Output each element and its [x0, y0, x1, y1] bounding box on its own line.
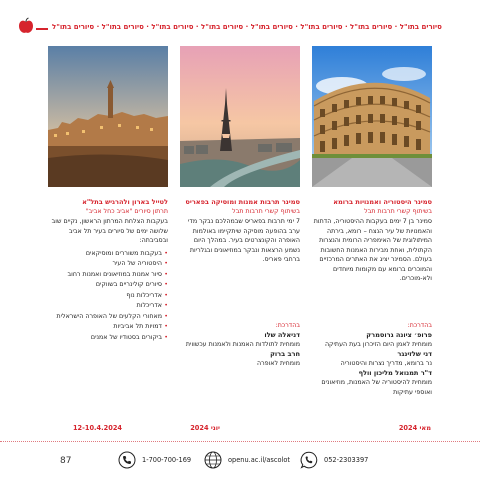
- tour-subtitle: תרתון סיורים "אביב כחל אביב": [85, 208, 168, 215]
- footer-divider: [0, 441, 480, 442]
- list-item: • מאחורי הקלעים של האופרה הישראלית: [48, 312, 168, 323]
- tour-title: לטייל בארון ולהרגיש בתל"א: [82, 198, 168, 206]
- list-item: • סיור אמנות במוזיאונים ואמנות רחוב: [48, 270, 168, 281]
- globe-icon: [204, 451, 222, 469]
- page-number: 87: [60, 456, 72, 466]
- tour-subtitle: בשיתוף קשרי תרבות תבל: [232, 208, 300, 215]
- tour-date: מאי 2024: [398, 424, 431, 432]
- guide-name: פרופ׳ ציונה גרוסמרק: [366, 330, 432, 339]
- rome-colosseum-photo: [312, 46, 432, 187]
- tour-description: סמינר בן 7 ימים בעקבות ההיסטוריה, הדתות והאמנויות של עיר הנצח – רומא, בירתה המיתולוגית של האימפריה הרומית והנצרות הקתולית, ואחת מבירות האמנות החשובות בעולם. הסמינר יציג את האתרים המרכזיים והמוכרים ברומא עם מקומות מיוחדים ולא-מוכרים.: [313, 218, 432, 282]
- tour-card-body: [180, 198, 300, 265]
- tour-title: סמינר היסטוריה ואמנויות ברומא: [333, 198, 432, 206]
- tour-date: יוני 2024: [190, 424, 220, 432]
- tour-subtitle: בשיתוף קשרי תרבות תבל: [364, 208, 432, 215]
- apple-logo-icon: [18, 17, 34, 35]
- tour-description: 7 ימי תרבות בפאריס שבמהלכם נבקר מדי ערב בהופעה מוסיקה שיתקיימו באולמות האופרה והקונצרטים בעיר. במהלך היום נשמע הרצאות ונבקר במוזיאונים ובגלריות ברחבי פאריס.: [187, 218, 300, 263]
- website-link[interactable]: openu.ac.il/ascolot: [228, 456, 290, 464]
- tour-description: בעקבות הצלחת המרתון הראשון, נקיים שוב שלושה ימים של סיורים בעיר תל אביב ובסביבתה:: [51, 218, 168, 244]
- tour-date: 12-10.4.2024: [72, 424, 122, 432]
- phone-contact: [118, 450, 191, 470]
- tour-card-rome: [312, 46, 432, 436]
- tour-card-paris: [180, 46, 300, 436]
- header-bar: [0, 0, 480, 42]
- tour-card-body: [312, 198, 432, 284]
- guide-name: דני שלזינגר: [397, 349, 432, 358]
- guide-name: חרב ברוק: [270, 349, 300, 358]
- header-strip: סיורים בתו"ל · סיורים בתו"ל · סיורים בתו"ל · סיורים בתו"ל · סיורים בתו"ל · סיורים בתו"ל · סיורים בתו"ל · סיורים בתו"ל: [52, 23, 442, 31]
- guide-name: ד"ר תמנואל מליכון וולף: [358, 368, 432, 377]
- guides-label: בהדרכת:: [407, 322, 432, 329]
- phone-icon: [118, 451, 136, 469]
- tour-card-body: [48, 198, 168, 343]
- header-rule: [36, 28, 48, 30]
- guide-description: מומחית לאופרה: [256, 360, 300, 367]
- list-item: • אדריכלות: [48, 301, 168, 312]
- whatsapp-contact: [300, 450, 368, 470]
- website-contact: [204, 450, 290, 470]
- tel-aviv-jaffa-photo: [48, 46, 168, 187]
- guides-section: [312, 321, 432, 397]
- phone-number[interactable]: 1-700-700-169: [142, 456, 192, 464]
- tour-title: סמינר תרבות אמנות ומוסיקה בפאריס: [185, 198, 300, 206]
- guides-section: [180, 321, 300, 369]
- whatsapp-number[interactable]: 052-2303397: [324, 456, 369, 464]
- footer: [0, 447, 480, 475]
- tour-card-tel-aviv: [48, 46, 168, 436]
- guide-description: מומחית להיסטוריה של האמנות, מוזיאונים ואוספי עתיקות: [321, 379, 432, 396]
- guide-description: מומחית לתולדות האמנות ולאמנות עכשווית: [185, 341, 300, 348]
- paris-eiffel-photo: [180, 46, 300, 187]
- tour-topics-list: [48, 249, 168, 344]
- list-item: • אדריכלות נוף: [48, 291, 168, 302]
- whatsapp-icon: [300, 451, 318, 469]
- guide-description: מומחית לאמן היום הזיכרון בעת העתיקה: [324, 341, 432, 348]
- list-item: • היסטוריה של העיר: [48, 259, 168, 270]
- guide-description: נר ברומא, מדריך נצרות והיסטוריה: [340, 360, 432, 367]
- list-item: • ביקורים בסטודיו של אמנים: [48, 333, 168, 344]
- list-item: • סיורים קולינריים בשווקים: [48, 280, 168, 291]
- guides-label: בהדרכת:: [275, 322, 300, 329]
- list-item: • בעקבות משוררים ומוסיקאים: [48, 249, 168, 260]
- list-item: • דמויות תל אביביות: [48, 322, 168, 333]
- guide-name: דניאלה שלו: [264, 330, 300, 339]
